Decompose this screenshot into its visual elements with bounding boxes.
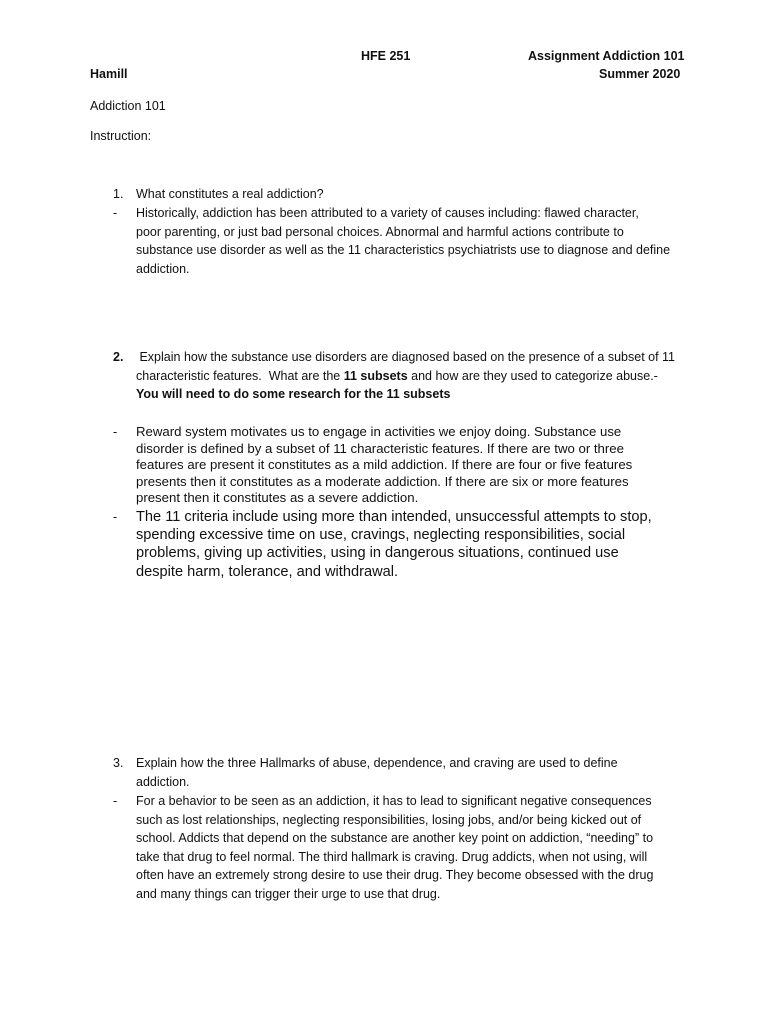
q2-answer2-line: The 11 criteria include using more than intended, unsuccessful attempts to stop, bbox=[136, 509, 652, 525]
q2-answer2-line: problems, giving up activities, using in dangerous situations, continued use bbox=[136, 545, 619, 562]
assignment-title: Assignment Addiction 101 bbox=[528, 49, 685, 63]
q1-answer-line: Historically, addiction has been attributed to a variety of causes including: flawed character, bbox=[136, 206, 639, 220]
q3-answer-marker: - bbox=[113, 794, 118, 808]
q2-answer1-line: present then it constitutes as a severe addiction. bbox=[136, 490, 419, 505]
q2-number: 2. bbox=[113, 350, 124, 364]
q1-answer bbox=[136, 204, 696, 278]
q1-answer-line: addiction. bbox=[136, 261, 190, 276]
q2-answer1-line: Reward system motivates us to engage in activities we enjoy doing. Substance use bbox=[136, 424, 622, 439]
q2-research-note: You will need to do some research for the 11 subsets bbox=[136, 387, 451, 401]
q2-question-line: Explain how the substance use disorders are diagnosed based on the presence of a subset of 11 bbox=[136, 350, 676, 364]
q2-answer2 bbox=[136, 508, 696, 581]
q1-question: What constitutes a real addiction? bbox=[136, 187, 324, 201]
q2-question-bold: 11 subsets bbox=[343, 368, 408, 383]
q3-answer-line: For a behavior to be seen as an addiction, it has to lead to significant negative consequences bbox=[136, 794, 652, 808]
q2-answer2-line: spending excessive time on use, cravings, neglecting responsibilities, social bbox=[136, 527, 626, 544]
q1-answer-marker: - bbox=[113, 206, 118, 220]
q3-answer-line: often have an extremely strong desire to use their drug. They become obsessed with the drug bbox=[136, 868, 654, 882]
q3-question-line: Explain how the three Hallmarks of abuse, dependence, and craving are used to define bbox=[136, 756, 618, 770]
student-name: Hamill bbox=[90, 67, 128, 81]
q1-answer-line: poor parenting, or just bad personal choices. Abnormal and harmful actions contribute to bbox=[136, 224, 624, 239]
q2-question-text: characteristic features. What are the bbox=[136, 368, 344, 383]
q2-answer1-line: presents then it constitutes as a moderate addiction. If there are six or more features bbox=[136, 473, 629, 489]
document-title: Addiction 101 bbox=[90, 99, 166, 113]
instruction-label: Instruction: bbox=[90, 129, 152, 143]
q3-answer-line: school. Addicts that depend on the substance are another key point on addiction, “needing” to bbox=[136, 831, 654, 845]
q2-answer1-line: features are present it constitutes as a mild addiction. If there are four or five features bbox=[136, 457, 633, 472]
q2-answer1-marker: - bbox=[113, 425, 118, 439]
q1-answer-line: substance use disorder as well as the 11 characteristics psychiatrists use to diagnose and define bbox=[136, 243, 671, 257]
q3-answer bbox=[136, 792, 696, 903]
q2-question-text: and how are they used to categorize abuse.- bbox=[407, 368, 658, 383]
course-code: HFE 251 bbox=[361, 49, 411, 63]
q2-answer2-line: despite harm, tolerance, and withdrawal. bbox=[136, 563, 399, 580]
q2-question bbox=[136, 348, 696, 404]
q3-question-line: addiction. bbox=[136, 774, 190, 789]
q2-answer1-line: disorder is defined by a subset of 11 characteristic features. If there are two or three bbox=[136, 440, 624, 456]
q2-question-line bbox=[136, 367, 696, 386]
q2-answer1 bbox=[136, 424, 696, 507]
q3-answer-line: and many things can trigger their urge to use that drug. bbox=[136, 886, 441, 901]
q1-number: 1. bbox=[113, 187, 124, 201]
q3-answer-line: such as lost relationships, neglecting responsibilities, losing jobs, and/or being kicked out of bbox=[136, 812, 642, 827]
term: Summer 2020 bbox=[599, 67, 681, 81]
q3-number: 3. bbox=[113, 756, 124, 770]
q2-answer2-marker: - bbox=[113, 510, 118, 524]
q3-question bbox=[136, 754, 696, 791]
q3-answer-line: take that drug to feel normal. The third hallmark is craving. Drug addicts, when not using, will bbox=[136, 849, 648, 864]
